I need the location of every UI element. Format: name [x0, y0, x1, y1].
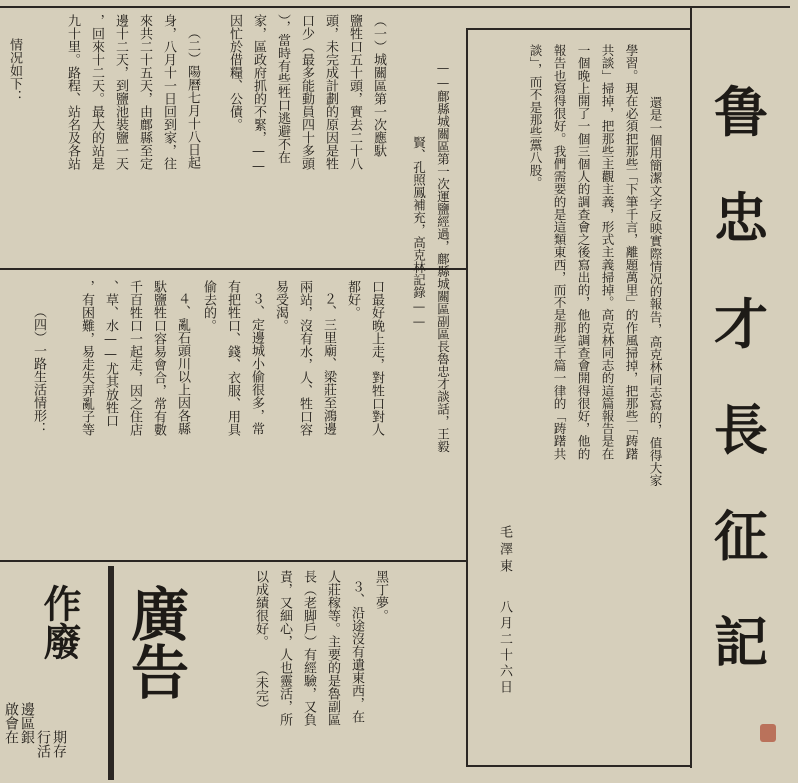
body-line: 身，八月十一日回到家，往 [161, 14, 176, 170]
editorial-signature: 毛澤東 [497, 525, 512, 576]
body-line: ３、定邊城小偷很多，常 [249, 292, 264, 435]
body-line: 有把牲口、錢、衣服、用具 [225, 280, 240, 436]
article-title [696, 70, 786, 706]
body-line: 口少（最多能動員四十多頭 [299, 14, 314, 170]
title-char: 鲁 [714, 80, 768, 144]
body-line: 人莊稼等。主要的是魯副區 [325, 570, 340, 726]
ad-heading: 廣告 [121, 584, 189, 700]
ad-fragment: 啟會在 [3, 702, 19, 744]
body-line: 偷去的。 [201, 280, 216, 332]
byline-line: ——鄜縣城關區第一次運鹽經過，鄜縣城關區副區長魯忠才談話，王毅 [435, 60, 451, 453]
ad-fragment: 行活 [35, 730, 51, 758]
body-line: 兩站，沒有水，人、牲口容 [297, 280, 312, 436]
body-line: ３、沿途沒有遺東西，在 [349, 580, 364, 723]
editorial-line: 一個晚上開了一個三個人的調查會之後寫出的，他的調查會開得很好，他的 [575, 44, 591, 460]
body-line: 情况如下： [7, 38, 22, 103]
ad-fragment: 邊區銀 [19, 702, 35, 744]
body-line: 頭，未完成計劃的原因是牲 [323, 14, 338, 170]
top-rule [0, 6, 790, 8]
body-line: 邊十二天，到鹽池裝鹽一天 [113, 14, 128, 170]
body-line: 以成績很好。 （未完） [253, 570, 268, 715]
body-line: 都好。 [345, 280, 360, 319]
editorial-line: 談」，而不是那些黨八股。 [527, 44, 543, 189]
body-line: 千百牲口一起走，因之住店 [127, 280, 142, 436]
body-line: （四）一路生活情形： [31, 305, 46, 435]
paper-stain [760, 724, 776, 742]
editorial-line: 報告也寫得很好。我們需要的是這類東西，而不是那些千篇一律的「踌躇共 [551, 44, 567, 460]
body-line: 責，又細心，人也靈活，所 [277, 570, 292, 726]
editorial-line: 學習。現在必須把那些「下筆千言，離題萬里」的作風掃掉，把那些「踌躇 [623, 44, 639, 460]
title-char: 才 [714, 292, 768, 356]
mid-horizontal-rule [0, 268, 466, 270]
ad-side-text: 作廢 [37, 584, 82, 660]
lower-horizontal-rule [0, 560, 466, 562]
body-line: ），當時有些牲口逃避不在 [275, 14, 290, 164]
body-line: ２、三里廟、梁莊至鴻邊 [321, 292, 336, 435]
body-line: 馱鹽牲口容易會合，常有數 [151, 280, 166, 436]
body-line: （一）城關區第一次應馱 [371, 14, 386, 157]
ad-left-rule [108, 566, 114, 780]
editorial-line: 還是一個用簡潔文字反映實際情况的報告，高克林同志寫的，值得大家 [647, 96, 663, 487]
body-line: 口最好晚上走，對牲口對人 [369, 280, 384, 436]
ad-fragment: 期存 [51, 730, 67, 758]
body-line: 易受渴。 [273, 280, 288, 332]
body-line: 家，區政府抓的不緊，—— [251, 14, 266, 174]
title-char: 記 [714, 610, 768, 674]
body-line: ，有困難，易走失弄亂子等 [79, 280, 94, 436]
title-char: 征 [714, 504, 768, 568]
body-line: 長（老脚戶）有經驗，又負 [301, 570, 316, 726]
body-line: 鹽牲口五十頭，實去二十八 [347, 14, 362, 170]
editorial-date: 八月二十六日 [497, 600, 512, 696]
body-line: ，回來十二天。最大的站是 [89, 14, 104, 170]
editorial-line: 共談」掃掉，把那些主觀主義，形式主義掃掉。高克林同志的這篇報告是在 [599, 44, 615, 460]
body-line: 因忙於借糧、公債。 [227, 14, 242, 131]
body-line: 、草、水——尤其放牲口 [103, 280, 118, 427]
title-char: 忠 [714, 186, 768, 250]
body-line: 九十里。路程、站名及各站 [65, 14, 80, 170]
body-line: 來共二十五天，由鄜縣至定 [137, 14, 152, 170]
byline-line: 賢、孔照鳳補充，高克林記錄—— [411, 136, 427, 329]
title-char: 長 [714, 398, 768, 462]
body-line: 黑丁夢。 [373, 570, 388, 622]
body-line: ４、亂石頭川以上因各縣 [175, 292, 190, 435]
body-line: （二）陽曆七月十八日起 [185, 26, 200, 169]
